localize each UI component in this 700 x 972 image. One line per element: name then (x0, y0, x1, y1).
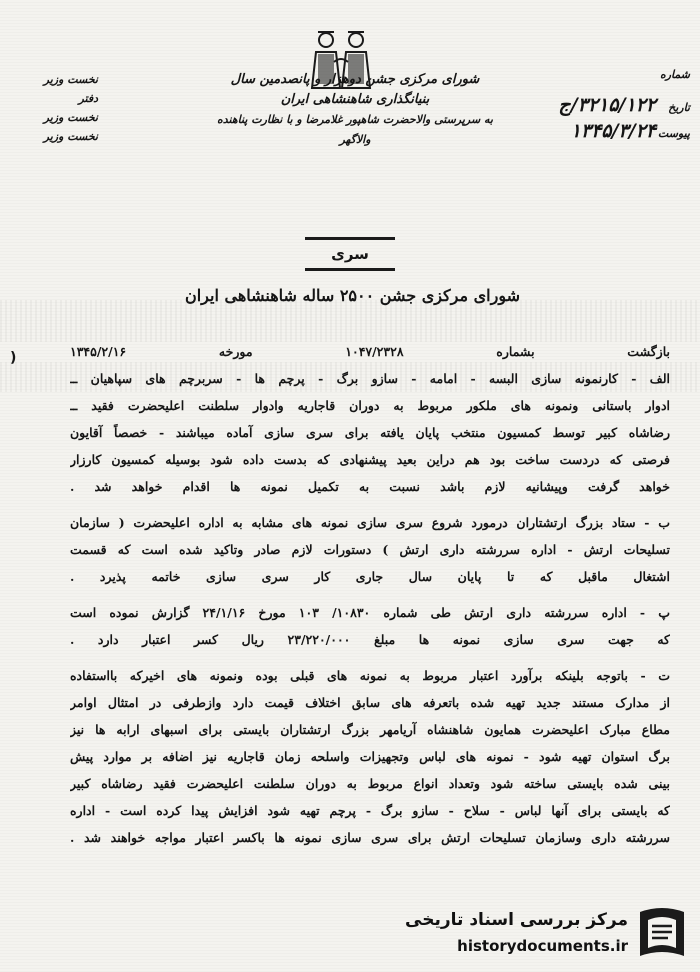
left-line-4: نخست وزیر (43, 130, 98, 143)
ref-date-row (500, 94, 690, 120)
left-line-2: دفتر (78, 92, 98, 105)
classification-stamp: سری (305, 237, 395, 271)
reference-block (500, 68, 690, 146)
body-line: از مدارک مستند جدید تهیه شده باتعرفه های سابق اختلاف قیمت دارد وازطرفی در امتثال اوامر (70, 695, 670, 710)
body-line: تسلیحات ارتش - اداره سررشته داری ارتش ) دستورات لازم صادر وتاکید شده است که قسمت (70, 542, 670, 557)
body-line: بازگشت بشماره ۱۰۴۷/۲۳۲۸ مورخه ۱۳۴۵/۲/۱۶ (70, 344, 670, 359)
letterhead-left-block (8, 70, 98, 146)
body-line: اشتغال ماقبل که تا پایان سال جاری کار سری سازی خاتمه پذیرد . (70, 569, 670, 584)
ref-attachment-row (500, 120, 690, 146)
left-line-1: نخست وزیر (43, 73, 98, 86)
watermark-site: historydocuments.ir (457, 937, 628, 955)
body-line: الف - کارنمونه سازی البسه - امامه - سازو برگ - پرچم ها - سربرچم های سپاهیان ــ (70, 371, 670, 386)
watermark-logo (390, 904, 690, 966)
margin-mark: ) (10, 350, 17, 366)
addressee-line: شورای مرکزی جشن ۲۵۰۰ ساله شاهنشاهی ایران (184, 286, 520, 305)
body-line: ادوار باستانی ونمونه های ملکور مربوط به دوران قاجاریه وادوار سلطنت اعلیحضرت فقید ــ (70, 398, 670, 413)
left-line-3: نخست وزیر (43, 111, 98, 124)
body-line: رضاشاه کبیر توسط کمسیون منتخب پایان یافته برای سری سازی آماده میباشند - خصصاً آقایون (70, 425, 670, 440)
ref-date-label: تاریخ (668, 101, 690, 114)
body-line: ب - ستاد بزرگ ارتشتاران درمورد شروع سری سازی نمونه های مشابه به اداره اعلیحضرت ( سازمان (70, 515, 670, 530)
scan-noise-band (0, 300, 700, 342)
body-line: بینی شده بایستی ساخته شود وتعداد انواع مربوط به دوران سلطنت اعلیحضرت فقید رضاشاه کبیر (70, 776, 670, 791)
body-line: خواهد گرفت وپیشانیه لازم باشد نسبت به تکمیل نمونه ها اقدام خواهد شد . (70, 479, 670, 494)
ref-number-value: ۳۲۱۵/۱۲۲/ج (558, 94, 656, 116)
body-line: فرصتی که دردست ساخت بود هم دراین بعید پیشنهادی که بدست داده شود بوسیله کمسیون کارزار (70, 452, 670, 467)
ref-number-label: شماره (659, 68, 690, 81)
body-line: مطاع مبارک اعلیحضرت همایون شاهنشاه آریامهر بزرگ ارتشتاران بایستی برای اسبهای ارابه ها نیز (70, 722, 670, 737)
organization-name (205, 70, 505, 150)
ref-number-row (500, 68, 690, 94)
letterhead (0, 0, 700, 180)
ref-attachment-label: پیوست (657, 127, 690, 140)
body-line: ت - باتوجه بلینکه برآورد اعتبار مربوط به نمونه های قبلی بوده ونمونه های اخیرکه بااستفاده (70, 668, 670, 683)
body-line: برگ استوان تهیه شود - نمونه های لباس وتجهیزات واسلحه زمان قاجاریه نیز اضافه بر موارد پیش (70, 749, 670, 764)
letter-body (70, 338, 670, 851)
body-line: که بایستی برای آنها لباس - سلاح - سازو برگ - پرچم تهیه شود افزایش پیدا کرده است - اداره (70, 803, 670, 818)
body-line: که جهت سری سازی نمونه ها مبلغ ۲۳/۲۲۰/۰۰۰ ریال کسر اعتبار دارد . (70, 632, 670, 647)
watermark-title: مرکز بررسی اسناد تاریخی (405, 910, 628, 930)
org-subtitle: به سرپرستی والاحضرت شاهپور غلامرضا و با نظارت پناهنده والاگهر (217, 113, 493, 146)
body-line: سررشته داری وسازمان تسلیحات ارتش برای سری سازی نمونه ها باکسر اعتبار مواجه خواهند شد . (70, 830, 670, 845)
org-title: شورای مرکزی جشن دوهزار و پانصدمین سال بنیانگذاری شاهنشاهی ایران (230, 72, 480, 107)
body-line: پ - اداره سررشته داری ارتش طی شماره ۱۰۸۳۰/ ۱۰۳ مورخ ۲۴/۱/۱۶ گزارش نموده است (70, 605, 670, 620)
ref-date-value: ۱۳۴۵/۳/۲۴ (570, 120, 656, 142)
document-seal-icon (634, 904, 690, 964)
